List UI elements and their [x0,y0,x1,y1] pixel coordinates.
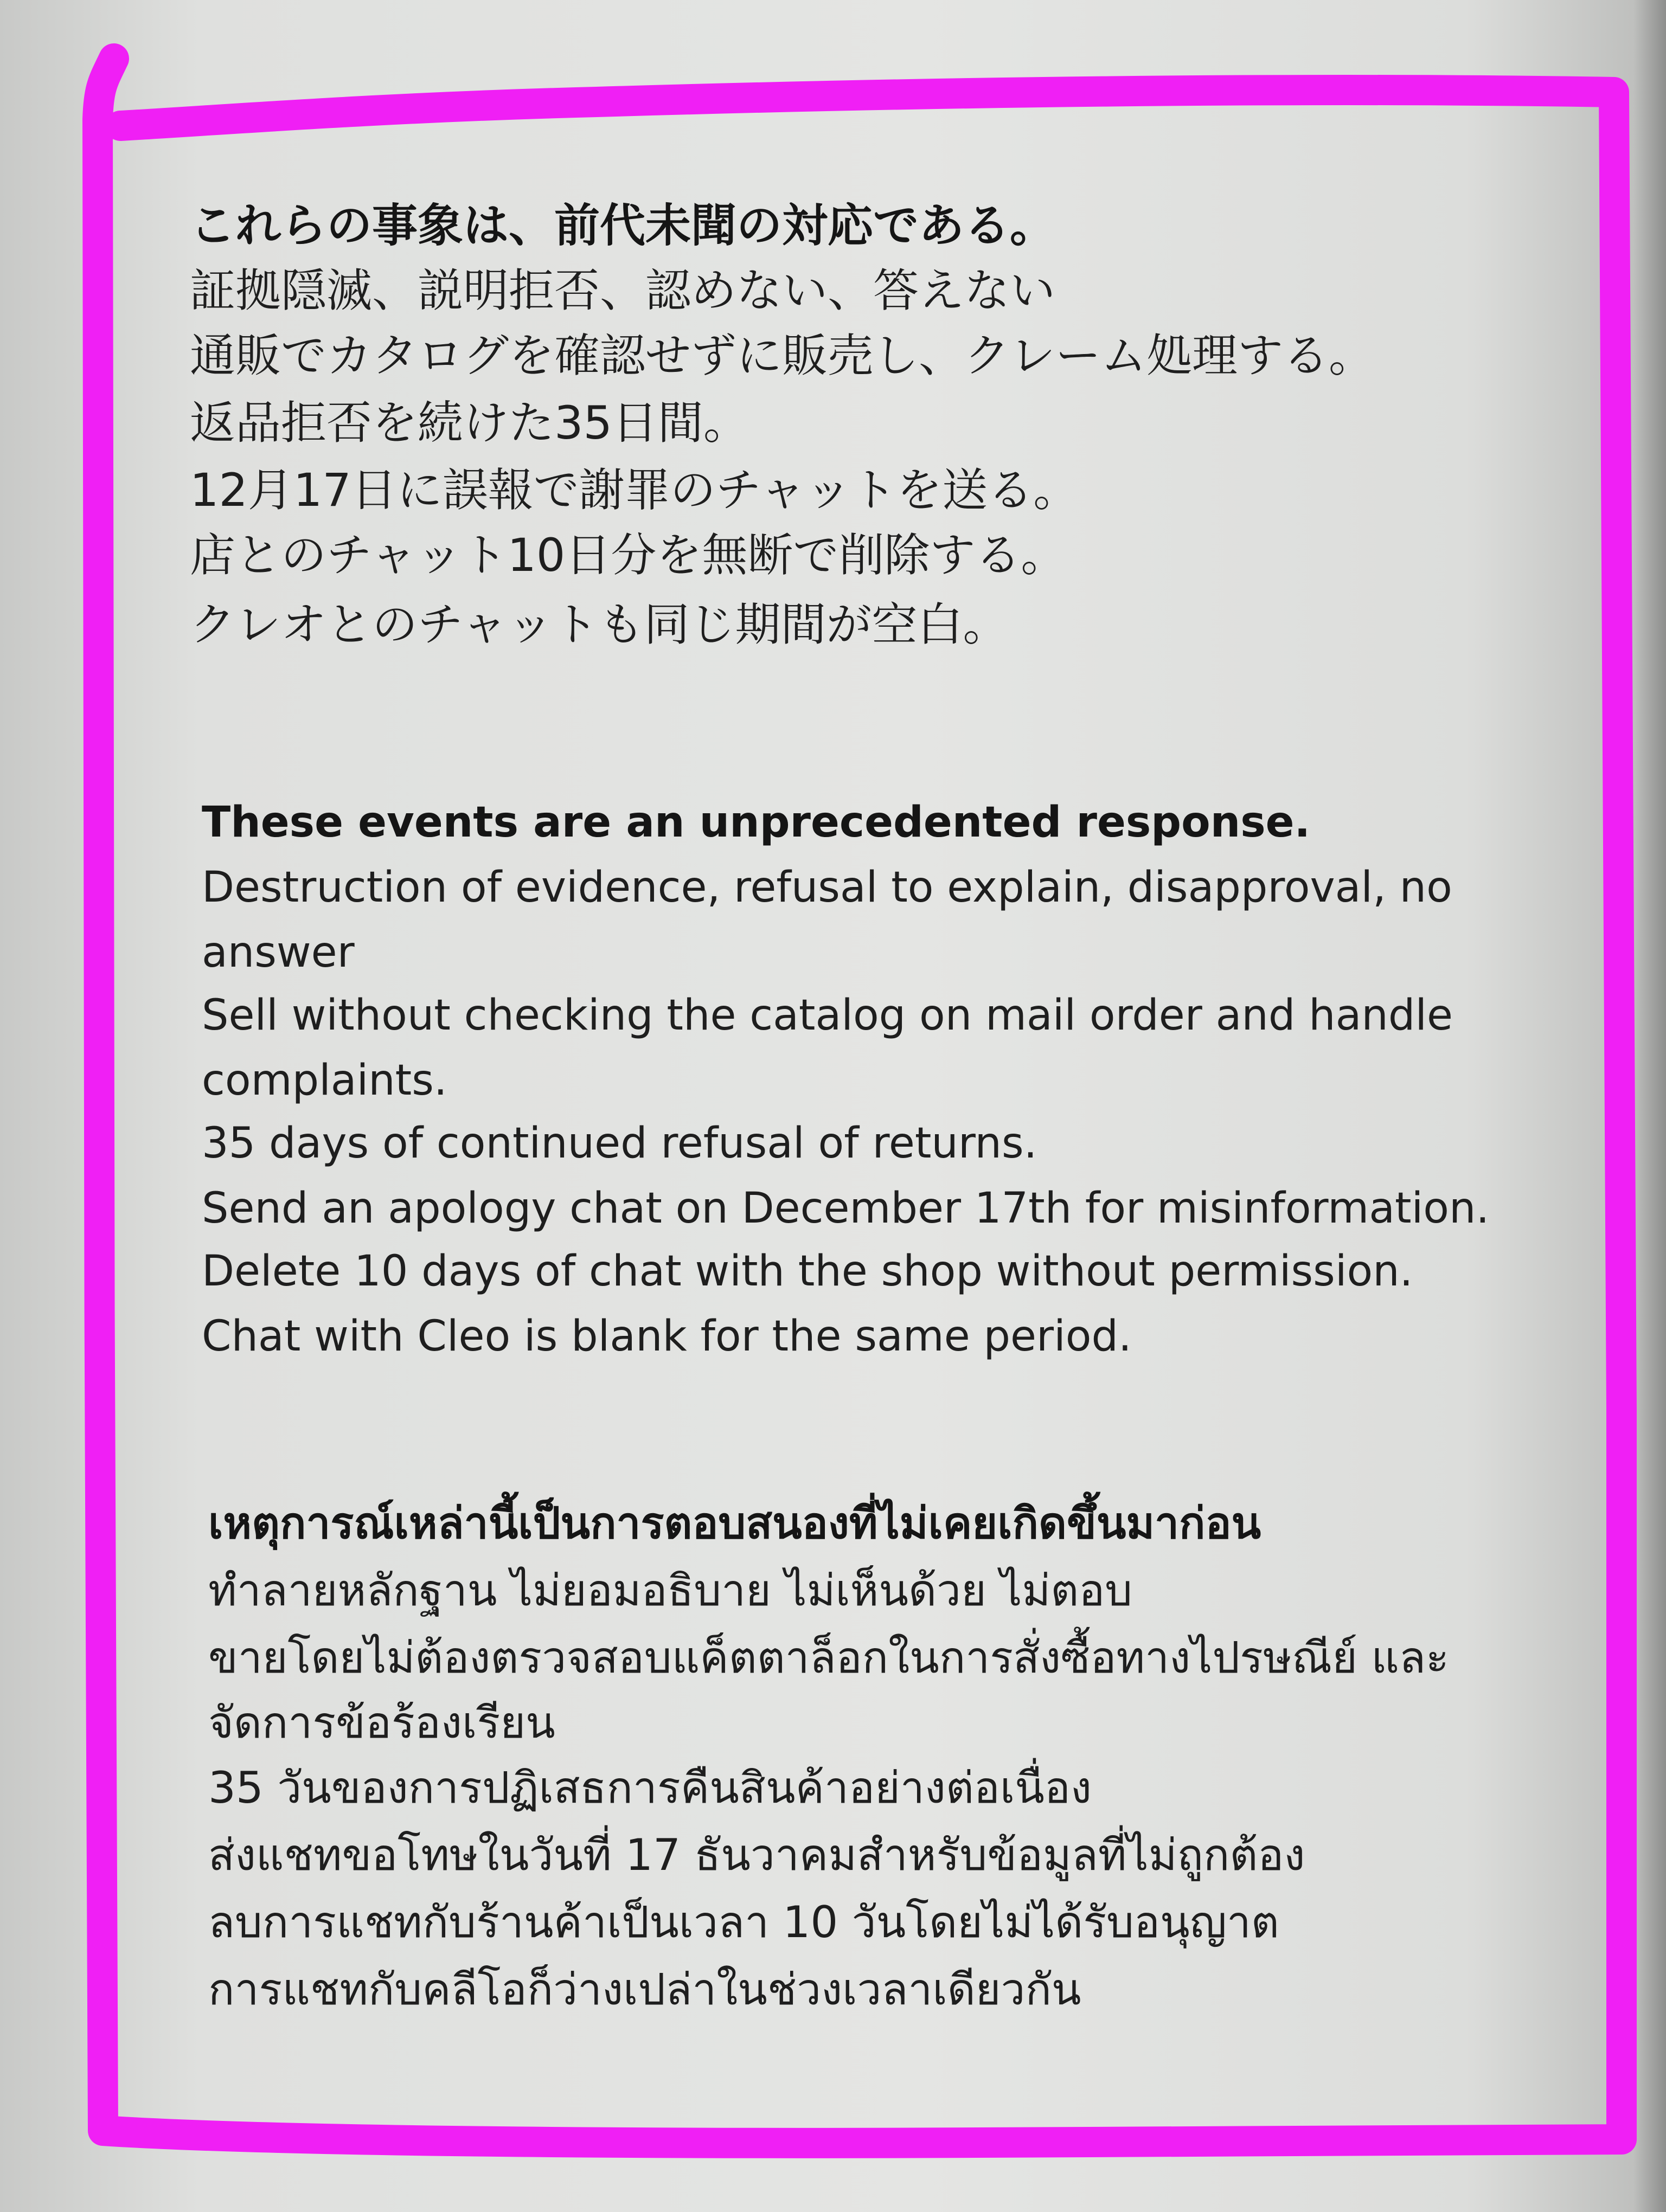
thai-line-4: 35 วันของการปฏิเสธการคืนสินค้าอย่างต่อเนื่อง [208,1763,1092,1813]
english-line-3: Sell without checking the catalog on mail order and handle [202,991,1453,1040]
marker-stroke [97,59,1623,2143]
japanese-line-3: 返品拒否を続けた35日間。 [190,396,749,449]
english-line-7: Delete 10 days of chat with the shop without permission. [202,1247,1413,1296]
japanese-heading: これらの事象は、前代未聞の対応である。 [190,199,1056,252]
thai-line-2: ขายโดยไม่ต้องตรวจสอบแค็ตตาล็อกในการสั่งซื้อทางไปรษณีย์ และ [208,1632,1449,1683]
english-line-4: complaints. [202,1056,447,1105]
japanese-line-1: 証拠隠滅、説明拒否、認めない、答えない [190,264,1056,317]
english-line-2: answer [202,928,355,977]
english-line-8: Chat with Cleo is blank for the same period. [202,1312,1132,1361]
japanese-line-2: 通販でカタログを確認せずに販売し、クレーム処理する。 [190,329,1375,382]
thai-line-1: ทำลายหลักฐาน ไม่ยอมอธิบาย ไม่เห็นด้วย ไม่ตอบ [208,1565,1133,1616]
thai-line-3: จัดการข้อร้องเรียน [208,1697,555,1748]
thai-line-5: ส่งแชทขอโทษในวันที่ 17 ธันวาคมสำหรับข้อมูลที่ไม่ถูกต้อง [208,1830,1305,1880]
japanese-line-5: 店とのチャット10日分を無断で削除する。 [190,529,1067,582]
english-line-6: Send an apology chat on December 17th for misinformation. [202,1184,1490,1233]
thai-line-6: ลบการแชทกับร้านค้าเป็นเวลา 10 วันโดยไม่ได้รับอนุญาต [208,1897,1279,1947]
english-heading: These events are an unprecedented response. [202,798,1311,847]
english-line-1: Destruction of evidence, refusal to explain, disapproval, no [202,863,1452,912]
thai-heading: เหตุการณ์เหล่านี้เป็นการตอบสนองที่ไม่เคยเกิดขึ้นมาก่อน [208,1498,1261,1548]
japanese-line-6: クレオとのチャットも同じ期間が空白。 [190,598,1009,651]
japanese-line-4: 12月17日に誤報で謝罪のチャットを送る。 [190,464,1079,517]
thai-line-7: การแชทกับคลีโอก็ว่างเปล่าในช่วงเวลาเดียวกัน [208,1964,1081,2015]
english-line-5: 35 days of continued refusal of returns. [202,1119,1037,1168]
